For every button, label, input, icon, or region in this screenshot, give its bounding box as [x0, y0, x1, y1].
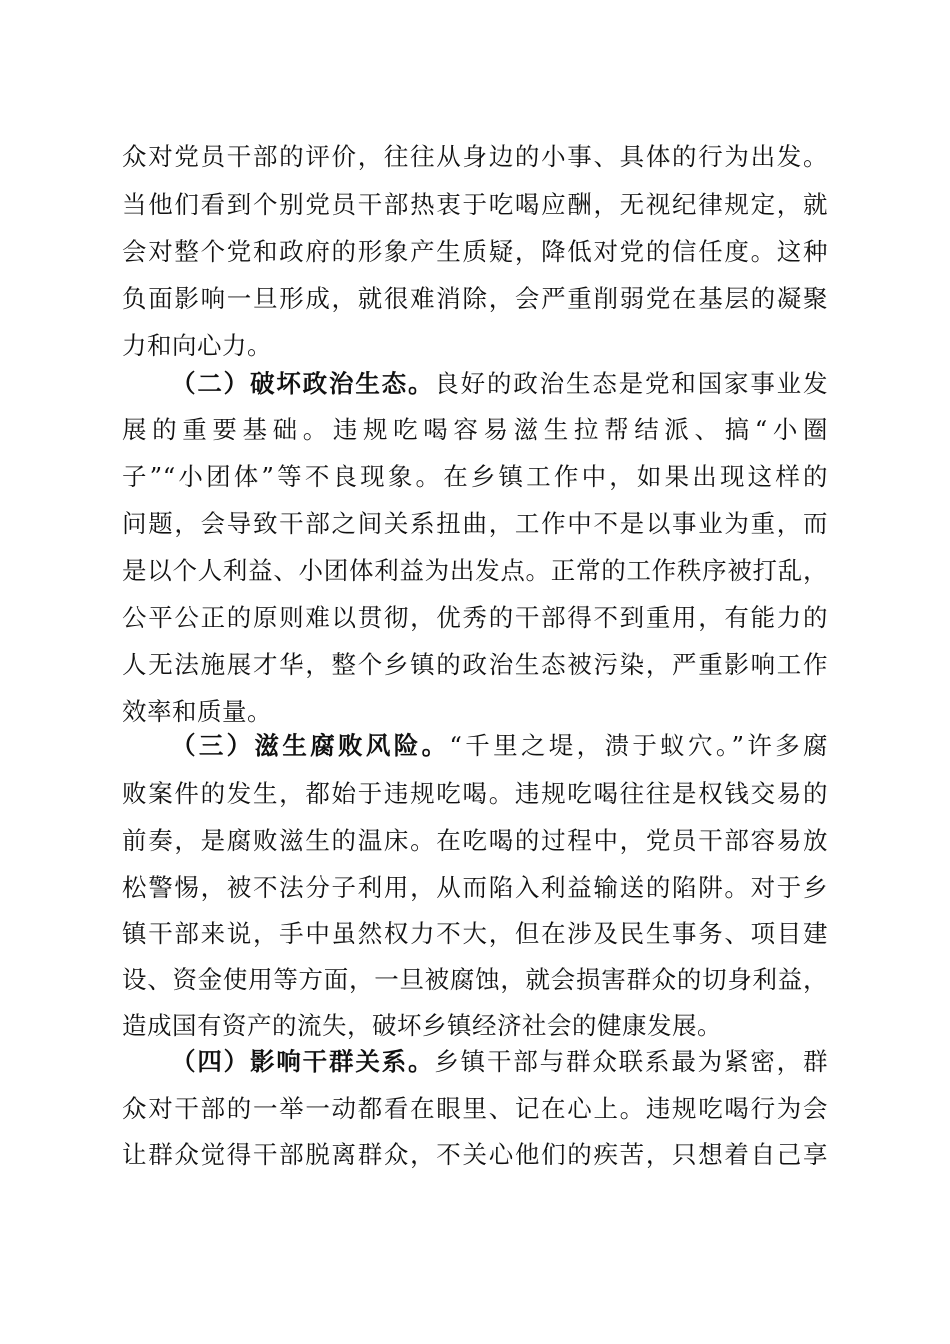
- paragraph-2-heading: （二）破坏政治生态。: [171, 369, 435, 398]
- paragraph-1-line-2: 当他们看到个别党员干部热衷于吃喝应酬，无视纪律规定，就: [122, 190, 828, 219]
- paragraph-2-line-4: 问题，会导致干部之间关系扭曲，工作中不是以事业为重，而: [122, 509, 828, 538]
- paragraph-2-line-8: 效率和质量。: [122, 697, 272, 726]
- paragraph-3-line-7: 造成国有资产的流失，破坏乡镇经济社会的健康发展。: [122, 1011, 722, 1040]
- paragraph-4-heading: （四）影响干群关系。: [171, 1047, 435, 1076]
- paragraph-3-line-4: 松警惕，被不法分子利用，从而陷入利益输送的陷阱。对于乡: [122, 873, 828, 902]
- paragraph-3-line-3: 前奏，是腐败滋生的温床。在吃喝的过程中，党员干部容易放: [122, 826, 828, 855]
- paragraph-1-line-3: 会对整个党和政府的形象产生质疑，降低对党的信任度。这种: [122, 237, 828, 266]
- paragraph-1-line-4: 负面影响一旦形成，就很难消除，会严重削弱党在基层的凝聚: [122, 284, 828, 313]
- paragraph-3-heading: （三）滋生腐败风险。: [171, 731, 450, 760]
- paragraph-2-line-7: 人无法施展才华，整个乡镇的政治生态被污染，严重影响工作: [122, 650, 828, 679]
- paragraph-2-line-2: 展的重要基础。违规吃喝容易滋生拉帮结派、搞“小圈: [122, 415, 828, 444]
- paragraph-2-first-line: [171, 364, 828, 404]
- paragraph-3-first-line-text: “千里之堤，溃于蚁穴。”许多腐: [449, 731, 828, 760]
- paragraph-2-first-line-text: 良好的政治生态是党和国家事业发: [434, 369, 829, 398]
- paragraph-3-line-2: 败案件的发生，都始于违规吃喝。违规吃喝往往是权钱交易的: [122, 779, 828, 808]
- paragraph-1-line-1: 众对党员干部的评价，往往从身边的小事、具体的行为出发。: [122, 142, 828, 171]
- paragraph-4-line-2: 众对干部的一举一动都看在眼里、记在心上。违规吃喝行为会: [122, 1094, 828, 1123]
- paragraph-2-line-6: 公平公正的原则难以贯彻，优秀的干部得不到重用，有能力的: [122, 603, 828, 632]
- paragraph-2-line-5: 是以个人利益、小团体利益为出发点。正常的工作秩序被打乱，: [122, 556, 828, 585]
- paragraph-1-line-5: 力和向心力。: [122, 331, 272, 360]
- paragraph-2-line-3: 子”“小团体”等不良现象。在乡镇工作中，如果出现这样的: [122, 462, 828, 491]
- paragraph-3-line-5: 镇干部来说，手中虽然权力不大，但在涉及民生事务、项目建: [122, 919, 828, 948]
- paragraph-3-first-line: [171, 726, 828, 766]
- paragraph-4-first-line-text: 乡镇干部与群众联系最为紧密，群: [434, 1047, 829, 1076]
- paragraph-4-line-3: 让群众觉得干部脱离群众，不关心他们的疾苦，只想着自己享: [122, 1140, 828, 1169]
- paragraph-4-first-line: [171, 1042, 828, 1082]
- paragraph-3-line-6: 设、资金使用等方面，一旦被腐蚀，就会损害群众的切身利益，: [122, 965, 828, 994]
